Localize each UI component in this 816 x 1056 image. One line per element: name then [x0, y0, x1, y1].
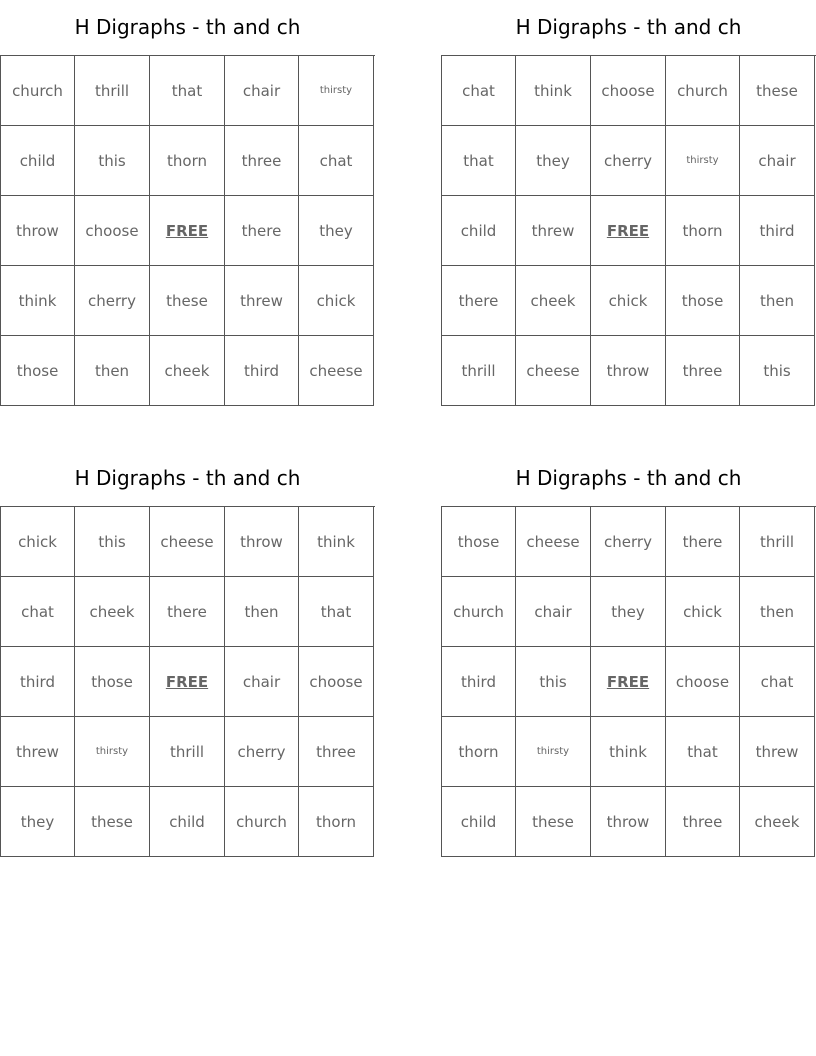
bingo-cell[interactable]: third — [225, 336, 299, 406]
bingo-cell[interactable]: church — [225, 787, 299, 857]
bingo-cell[interactable]: chat — [442, 56, 516, 126]
bingo-cell[interactable]: these — [516, 787, 591, 857]
bingo-cell[interactable]: three — [299, 717, 374, 787]
bingo-cell[interactable]: throw — [591, 336, 666, 406]
bingo-cell[interactable]: choose — [591, 56, 666, 126]
bingo-cell[interactable]: third — [442, 647, 516, 717]
bingo-cell[interactable]: choose — [299, 647, 374, 717]
bingo-cell[interactable]: thirsty — [666, 126, 740, 196]
card-title: H Digraphs - th and ch — [74, 466, 301, 490]
bingo-cell[interactable]: this — [75, 507, 150, 577]
bingo-cell[interactable]: then — [740, 266, 815, 336]
free-space[interactable]: FREE — [591, 196, 666, 266]
bingo-cell[interactable]: this — [740, 336, 815, 406]
bingo-cell[interactable]: these — [75, 787, 150, 857]
bingo-cell[interactable]: thrill — [75, 56, 150, 126]
bingo-cell[interactable]: third — [1, 647, 75, 717]
free-space[interactable]: FREE — [150, 196, 225, 266]
bingo-cell[interactable]: they — [591, 577, 666, 647]
bingo-cell[interactable]: that — [666, 717, 740, 787]
bingo-cell[interactable]: child — [1, 126, 75, 196]
bingo-cell[interactable]: thirsty — [299, 56, 374, 126]
free-space[interactable]: FREE — [150, 647, 225, 717]
bingo-cell[interactable]: those — [75, 647, 150, 717]
bingo-cell[interactable]: this — [516, 647, 591, 717]
bingo-cell[interactable]: there — [442, 266, 516, 336]
bingo-cell[interactable]: thorn — [150, 126, 225, 196]
bingo-cell[interactable]: thorn — [299, 787, 374, 857]
bingo-cell[interactable]: cheek — [75, 577, 150, 647]
bingo-cell[interactable]: child — [442, 787, 516, 857]
bingo-cell[interactable]: throw — [225, 507, 299, 577]
bingo-cell[interactable]: thirsty — [516, 717, 591, 787]
bingo-cell[interactable]: threw — [1, 717, 75, 787]
bingo-cell[interactable]: child — [150, 787, 225, 857]
bingo-cell[interactable]: throw — [1, 196, 75, 266]
bingo-cell[interactable]: they — [299, 196, 374, 266]
bingo-cell[interactable]: cheese — [150, 507, 225, 577]
card-title: H Digraphs - th and ch — [74, 15, 301, 39]
bingo-cell[interactable]: this — [75, 126, 150, 196]
bingo-cell[interactable]: chair — [225, 56, 299, 126]
bingo-grid — [0, 55, 375, 406]
bingo-cell[interactable]: three — [666, 336, 740, 406]
bingo-cell[interactable]: that — [442, 126, 516, 196]
bingo-cell[interactable]: cheek — [516, 266, 591, 336]
bingo-cell[interactable]: three — [666, 787, 740, 857]
bingo-cell[interactable]: three — [225, 126, 299, 196]
bingo-cell[interactable]: cheek — [150, 336, 225, 406]
bingo-cell[interactable]: chat — [740, 647, 815, 717]
bingo-cell[interactable]: thrill — [150, 717, 225, 787]
bingo-cell[interactable]: chair — [516, 577, 591, 647]
bingo-cell[interactable]: then — [225, 577, 299, 647]
bingo-cell[interactable]: they — [516, 126, 591, 196]
bingo-cell[interactable]: cherry — [591, 507, 666, 577]
bingo-grid — [441, 55, 816, 406]
bingo-cell[interactable]: threw — [740, 717, 815, 787]
bingo-cell[interactable]: third — [740, 196, 815, 266]
bingo-cell[interactable]: cherry — [225, 717, 299, 787]
free-space[interactable]: FREE — [591, 647, 666, 717]
bingo-cell[interactable]: those — [442, 507, 516, 577]
bingo-cell[interactable]: chair — [225, 647, 299, 717]
bingo-cell[interactable]: threw — [516, 196, 591, 266]
bingo-cell[interactable]: church — [666, 56, 740, 126]
bingo-cell[interactable]: that — [299, 577, 374, 647]
bingo-cell[interactable]: thorn — [666, 196, 740, 266]
bingo-cell[interactable]: threw — [225, 266, 299, 336]
bingo-grid — [441, 506, 816, 857]
bingo-cell[interactable]: think — [1, 266, 75, 336]
bingo-cell[interactable]: that — [150, 56, 225, 126]
bingo-grid — [0, 506, 375, 857]
card-title: H Digraphs - th and ch — [515, 15, 742, 39]
bingo-cell[interactable]: chat — [1, 577, 75, 647]
bingo-cell[interactable]: chat — [299, 126, 374, 196]
bingo-cell[interactable]: chick — [666, 577, 740, 647]
bingo-cell[interactable]: church — [1, 56, 75, 126]
bingo-cell[interactable]: cheese — [299, 336, 374, 406]
bingo-cell[interactable]: those — [666, 266, 740, 336]
bingo-cell[interactable]: choose — [666, 647, 740, 717]
bingo-cell[interactable]: chair — [740, 126, 815, 196]
bingo-cell[interactable]: cheek — [740, 787, 815, 857]
bingo-cell[interactable]: thrill — [442, 336, 516, 406]
bingo-cell[interactable]: these — [740, 56, 815, 126]
bingo-cell[interactable]: cherry — [591, 126, 666, 196]
bingo-cell[interactable]: church — [442, 577, 516, 647]
bingo-cell[interactable]: there — [150, 577, 225, 647]
bingo-cell[interactable]: choose — [75, 196, 150, 266]
bingo-cell[interactable]: then — [740, 577, 815, 647]
bingo-cell[interactable]: they — [1, 787, 75, 857]
bingo-cell[interactable]: child — [442, 196, 516, 266]
bingo-cell[interactable]: chick — [591, 266, 666, 336]
bingo-cell[interactable]: these — [150, 266, 225, 336]
bingo-cell[interactable]: think — [516, 56, 591, 126]
card-title: H Digraphs - th and ch — [515, 466, 742, 490]
bingo-cell[interactable]: chick — [1, 507, 75, 577]
bingo-cell[interactable]: think — [299, 507, 374, 577]
bingo-cell[interactable]: there — [225, 196, 299, 266]
bingo-cell[interactable]: cherry — [75, 266, 150, 336]
bingo-cell[interactable]: thorn — [442, 717, 516, 787]
bingo-cell[interactable]: then — [75, 336, 150, 406]
bingo-cell[interactable]: those — [1, 336, 75, 406]
bingo-cell[interactable]: thrill — [740, 507, 815, 577]
bingo-cell[interactable]: cheese — [516, 336, 591, 406]
bingo-cell[interactable]: thirsty — [75, 717, 150, 787]
bingo-cell[interactable]: throw — [591, 787, 666, 857]
bingo-cell[interactable]: chick — [299, 266, 374, 336]
bingo-cell[interactable]: cheese — [516, 507, 591, 577]
bingo-cell[interactable]: there — [666, 507, 740, 577]
bingo-cell[interactable]: think — [591, 717, 666, 787]
